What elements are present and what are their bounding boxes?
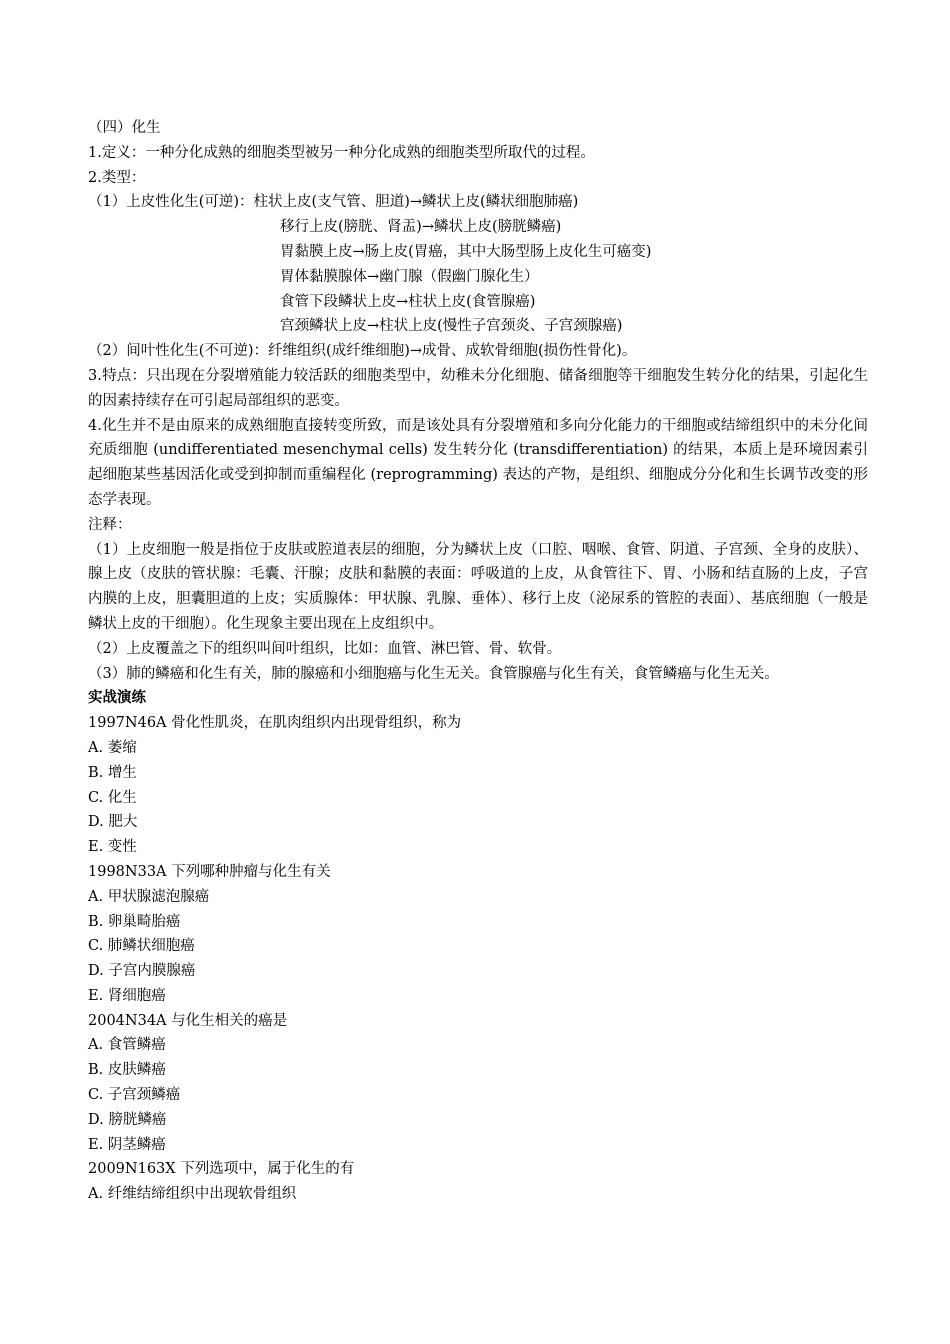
note-paragraph: （2）上皮覆盖之下的组织叫间叶组织，比如：血管、淋巴管、骨、软骨。	[88, 640, 562, 657]
epithelial-item: 宫颈鳞状上皮→柱状上皮(慢性子宫颈炎、子宫颈腺癌)	[280, 318, 623, 335]
question-block	[88, 860, 868, 1009]
question-stem: 1997N46A 骨化性肌炎，在肌肉组织内出现骨组织，称为	[88, 715, 462, 732]
question-block	[88, 1009, 868, 1158]
definition-text: 1.定义：一种分化成熟的细胞类型被另一种分化成熟的细胞类型所取代的过程。	[88, 144, 595, 161]
epithelial-item: 移行上皮(膀胱、肾盂)→鳞状上皮(膀胱鳞癌)	[280, 219, 562, 236]
question-stem: 2009N163X 下列选项中，属于化生的有	[88, 1161, 355, 1178]
essence-paragraph: 4.化生并不是由原来的成熟细胞直接转变所致，而是该处具有分裂增殖和多向分化能力的干细胞或结缔组织中的未分化间充质细胞 (undifferentiated mesenchymal cells) 发生转分化 (transdifferentiation) 的结果，本质上是环境因素引起细胞某些基因活化或受到抑制而重编程化 (reprogramming) 表达的产物，是组织、细胞成分分化和生长调节改变的形态学表现。	[88, 417, 868, 508]
question-option: A. 萎缩	[88, 739, 137, 756]
epithelial-item: 食管下段鳞状上皮→柱状上皮(食管腺癌)	[280, 293, 536, 310]
question-stem: 2004N34A 与化生相关的癌是	[88, 1012, 288, 1029]
question-option: D. 膀胱鳞癌	[88, 1111, 167, 1128]
question-block	[88, 1157, 868, 1207]
question-option: A. 甲状腺滤泡腺癌	[88, 888, 210, 905]
question-block	[88, 711, 868, 860]
section-title: （四）化生	[88, 120, 161, 136]
question-option: D. 肥大	[88, 814, 138, 831]
practice-heading: 实战演练	[88, 689, 146, 707]
question-stem: 1998N33A 下列哪种肿瘤与化生有关	[88, 863, 331, 880]
mesenchymal-type: （2）间叶性化生(不可逆)：纤维组织(成纤维细胞)→成骨、成软骨细胞(损伤性骨化)。	[88, 343, 637, 360]
question-option: C. 化生	[88, 789, 137, 806]
notes-label: 注释：	[88, 516, 132, 533]
question-option: A. 食管鳞癌	[88, 1037, 166, 1054]
question-option: C. 肺鳞状细胞癌	[88, 938, 195, 955]
epithelial-item: 胃体黏膜腺体→幽门腺（假幽门腺化生）	[280, 268, 539, 285]
question-option: B. 卵巢畸胎癌	[88, 913, 181, 930]
question-option: B. 皮肤鳞癌	[88, 1062, 166, 1079]
question-option: E. 变性	[88, 839, 137, 856]
question-option: B. 增生	[88, 764, 137, 781]
question-option: C. 子宫颈鳞癌	[88, 1087, 181, 1104]
types-label: 2.类型：	[88, 169, 146, 186]
question-option: D. 子宫内膜腺癌	[88, 963, 196, 980]
epithelial-type: （1）上皮性化生(可逆)：柱状上皮(支气管、胆道)→鳞状上皮(鳞状细胞肺癌)	[88, 194, 579, 211]
question-option: E. 肾细胞癌	[88, 987, 166, 1004]
features-paragraph: 3.特点：只出现在分裂增殖能力较活跃的细胞类型中，幼稚未分化细胞、储备细胞等干细胞发生转分化的结果，引起化生的因素持续存在可引起局部组织的恶变。	[88, 367, 868, 409]
note-paragraph: （1）上皮细胞一般是指位于皮肤或腔道表层的细胞，分为鳞状上皮（口腔、咽喉、食管、阴道、子宫颈、全身的皮肤）、腺上皮（皮肤的管状腺：毛囊、汗腺；皮肤和黏膜的表面：呼吸道的上皮，从食管往下、胃、小肠和结直肠的上皮，子宫内膜的上皮，胆囊胆道的上皮；实质腺体：甲状腺、乳腺、垂体）、移行上皮（泌尿系的管腔的表面）、基底细胞（一般是鳞状上皮的干细胞）。化生现象主要出现在上皮组织中。	[88, 541, 868, 632]
epithelial-item: 胃黏膜上皮→肠上皮(胃癌，其中大肠型肠上皮化生可癌变)	[280, 243, 652, 260]
document-page	[88, 116, 868, 1207]
question-option: A. 纤维结缔组织中出现软骨组织	[88, 1186, 297, 1203]
question-option: E. 阴茎鳞癌	[88, 1136, 166, 1153]
note-paragraph: （3）肺的鳞癌和化生有关，肺的腺癌和小细胞癌与化生无关。食管腺癌与化生有关，食管鳞癌与化生无关。	[88, 665, 779, 682]
